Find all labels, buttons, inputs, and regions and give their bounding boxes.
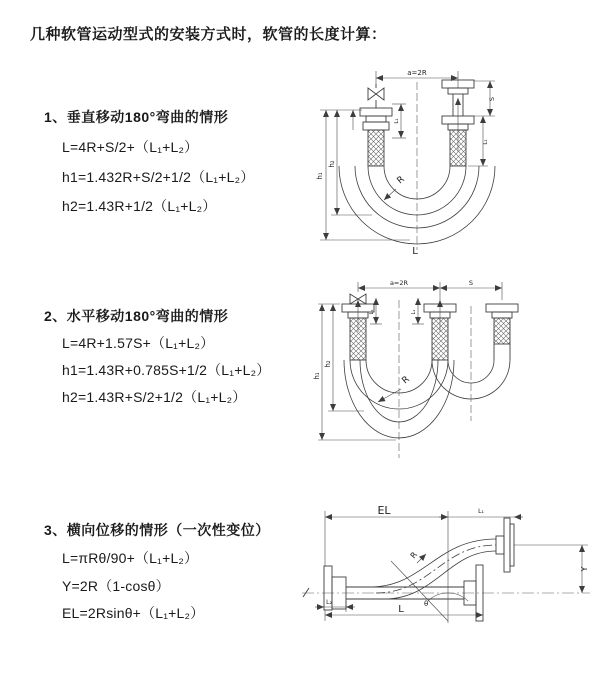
section-3-formula-L: L=πRθ/90+（L₁+L₂） bbox=[62, 550, 199, 566]
braided-hose-middle bbox=[432, 318, 448, 360]
dim-label-span: a=2R bbox=[389, 279, 409, 287]
dimension-lines bbox=[318, 282, 502, 440]
dim-label-s: S bbox=[468, 279, 474, 287]
dim-label-h2: h₂ bbox=[324, 360, 332, 368]
centerline-break-mark bbox=[303, 588, 309, 597]
dim-label-span: a=2R bbox=[407, 69, 427, 77]
dim-label-h1: h₁ bbox=[313, 372, 321, 380]
radius-label: R bbox=[395, 174, 407, 187]
braided-hose-left bbox=[368, 130, 384, 166]
dim-label-l2: L₂ bbox=[326, 599, 332, 606]
flanges-and-pipe bbox=[324, 518, 514, 621]
braided-hose-right bbox=[494, 318, 510, 344]
figure-lateral-displacement bbox=[296, 503, 596, 643]
right-flange-displaced bbox=[504, 518, 510, 572]
dim-label-h1: h₁ bbox=[316, 172, 324, 180]
dim-label-l1-left: L₁ bbox=[394, 118, 400, 124]
page-title: 几种软管运动型式的安装方式时，软管的长度计算： bbox=[30, 26, 387, 43]
section-2-formula-h2: h2=1.43R+S/2+1/2（L₁+L₂） bbox=[62, 389, 247, 405]
valve-and-fittings bbox=[342, 294, 518, 360]
dim-label-l1: L₁ bbox=[478, 508, 484, 515]
section-1-formula-h1: h1=1.432R+S/2+1/2（L₁+L₂） bbox=[62, 169, 255, 185]
dim-label-h2: h₂ bbox=[328, 160, 336, 168]
section-3-formula-EL: EL=2Rsinθ+（L₁+L₂） bbox=[62, 605, 205, 621]
dim-label-y: Y bbox=[580, 566, 589, 572]
hose-s-curve bbox=[370, 539, 496, 599]
dimension-lines bbox=[320, 71, 495, 240]
section-1-heading: 1、垂直移动180°弯曲的情形 bbox=[44, 109, 229, 125]
angle-label: θ bbox=[424, 600, 429, 608]
figure-vertical-bend bbox=[306, 64, 586, 259]
length-label: L bbox=[412, 246, 418, 257]
dim-label-l1-mid: L₁ bbox=[411, 309, 417, 315]
section-2-formula-L: L=4R+1.57S+（L₁+L₂） bbox=[62, 335, 215, 351]
section-2-heading: 2、水平移动180°弯曲的情形 bbox=[44, 308, 229, 324]
dim-label-l: L bbox=[398, 604, 404, 615]
section-1-formula-h2: h2=1.43R+1/2（L₁+L₂） bbox=[62, 198, 217, 214]
dim-label-s: S bbox=[488, 96, 496, 102]
section-3-heading: 3、横向位移的情形（一次性变位） bbox=[44, 522, 270, 538]
braided-hose-right bbox=[450, 130, 466, 166]
dim-label-el: EL bbox=[377, 504, 391, 517]
valve-icon bbox=[368, 88, 384, 100]
braided-hose-left bbox=[350, 318, 366, 360]
dim-label-l1-left: L₁ bbox=[369, 309, 375, 315]
section-1-formula-L: L=4R+S/2+（L₁+L₂） bbox=[62, 139, 199, 155]
figure-horizontal-bend bbox=[306, 276, 591, 471]
dim-label-l1-right: L₁ bbox=[483, 139, 489, 145]
section-2-formula-h1: h1=1.43R+0.785S+1/2（L₁+L₂） bbox=[62, 362, 271, 378]
radius-label: R bbox=[400, 374, 412, 387]
radius-label: R bbox=[408, 550, 420, 561]
section-3-formula-Y: Y=2R（1-cosθ） bbox=[62, 578, 170, 594]
hose-u-loops bbox=[344, 360, 510, 438]
